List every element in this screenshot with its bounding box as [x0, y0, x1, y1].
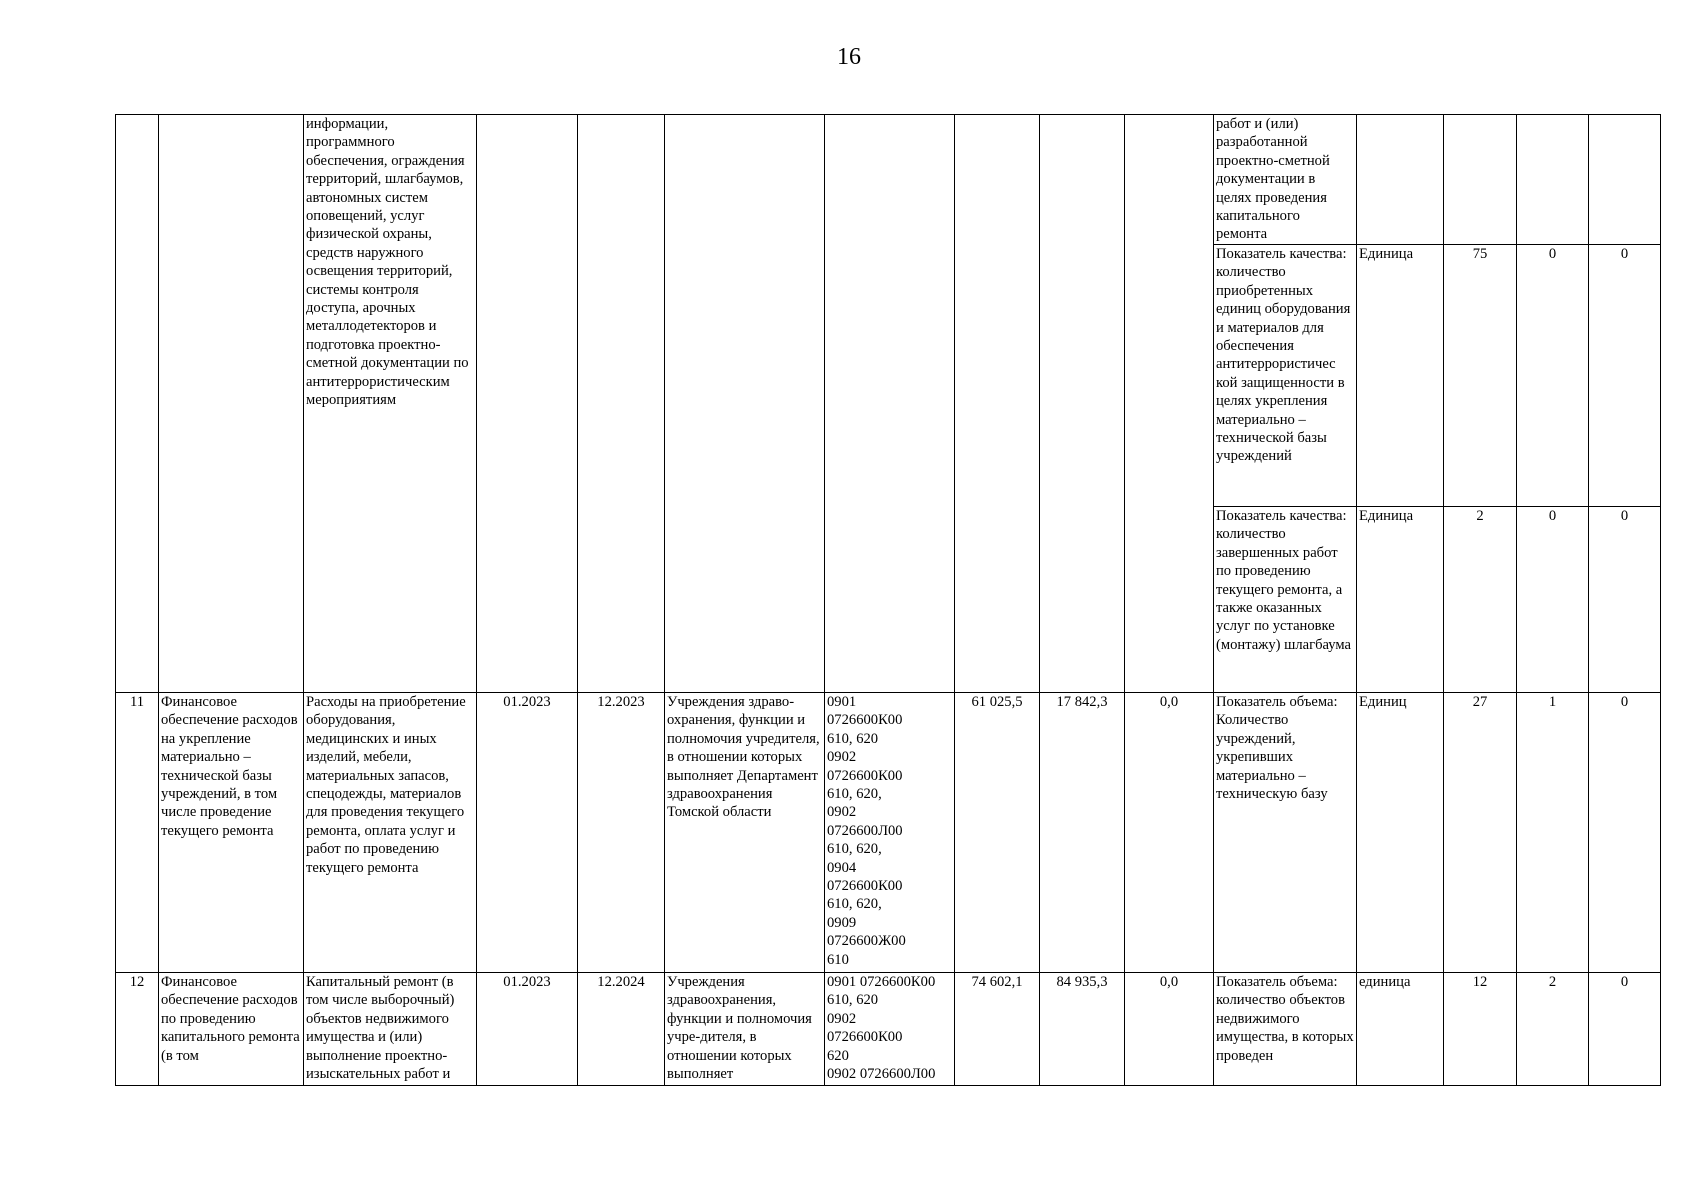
- cell-empty: [159, 115, 304, 693]
- budget-code: 0904: [827, 859, 857, 876]
- row-number: 12: [116, 973, 159, 1086]
- cell-empty: [825, 115, 955, 693]
- page-number: 16: [837, 44, 861, 70]
- budget-code: 0902 0726600Л00: [827, 1066, 936, 1083]
- amount-cell: 0,0: [1125, 973, 1214, 1086]
- executor-cell: Учреждения здраво-охранения, функции и полномочия учредителя, в отношении которых выполняет Департамент здравоохранения Томской области: [665, 693, 825, 973]
- cell-empty: [116, 115, 159, 693]
- value-cell: 0: [1589, 245, 1661, 507]
- budget-code: 620: [827, 1047, 849, 1064]
- budget-code: 610, 620,: [827, 786, 882, 803]
- value-cell: 75: [1444, 245, 1517, 507]
- amount-cell: 74 602,1: [955, 973, 1040, 1086]
- amount-cell: 84 935,3: [1040, 973, 1125, 1086]
- value-cell: 0: [1517, 245, 1589, 507]
- cell-empty: [578, 115, 665, 693]
- event-cell: Капитальный ремонт (в том числе выборочный) объектов недвижимого имущества и (или) выполнение проектно-изыскательных работ и: [304, 973, 477, 1086]
- value-cell: [1589, 115, 1661, 245]
- cell-empty: [665, 115, 825, 693]
- indicator-cell: Показатель объема: Количество учреждений, укрепивших материально – техническую базу: [1214, 693, 1357, 973]
- budget-code: 610, 620: [827, 730, 879, 747]
- value-cell: [1517, 115, 1589, 245]
- unit-cell: Единиц: [1357, 693, 1444, 973]
- budget-code: 0909: [827, 914, 857, 931]
- value-cell: 2: [1517, 973, 1589, 1086]
- executor-cell: Учреждения здравоохранения, функции и полномочия учре-дителя, в отношении которых выполняет: [665, 973, 825, 1086]
- value-cell: 27: [1444, 693, 1517, 973]
- unit-cell: единица: [1357, 973, 1444, 1086]
- budget-code: 610, 620,: [827, 896, 882, 913]
- budget-codes-cell: [825, 693, 955, 973]
- amount-cell: 17 842,3: [1040, 693, 1125, 973]
- indicator-cell: Показатель объема: количество объектов недвижимого имущества, в которых проведен: [1214, 973, 1357, 1086]
- budget-code: 0902: [827, 749, 857, 766]
- indicator-cell: Показатель качества: количество завершенных работ по проведению текущего ремонта, а также оказанных услуг по установке (монтажу) шлагбаума: [1214, 507, 1357, 693]
- amount-cell: 61 025,5: [955, 693, 1040, 973]
- budget-code: 610: [827, 951, 849, 968]
- value-cell: 0: [1589, 507, 1661, 693]
- table-row: [116, 693, 1661, 973]
- cell-empty: [1040, 115, 1125, 693]
- end-date: 12.2023: [578, 693, 665, 973]
- budget-code: 0726600Ж00: [827, 933, 906, 950]
- value-cell: 2: [1444, 507, 1517, 693]
- value-cell: 0: [1589, 693, 1661, 973]
- budget-code: 0726600К00: [827, 1029, 903, 1046]
- value-cell: 12: [1444, 973, 1517, 1086]
- value-cell: [1444, 115, 1517, 245]
- budget-code: 0726600Л00: [827, 822, 903, 839]
- continuation-event-cell: информации, программного обеспечения, ограждения территорий, шлагбаумов, автономных систем оповещений, услуг физической охраны, средств наружного освещения территорий, системы контроля доступа, арочных металлодетекторов и подготовка проектно-сметной документации по антитеррористическим мероприятиям: [304, 115, 477, 693]
- unit-cell: Единица: [1357, 507, 1444, 693]
- budget-code: 610, 620: [827, 992, 879, 1009]
- budget-code: 0902: [827, 804, 857, 821]
- indicator-cell: Показатель качества: количество приобретенных единиц оборудования и материалов для обеспечения антитеррористичес кой защищенности в целях укрепления материально – технической базы учреждений: [1214, 245, 1357, 507]
- indicator-cell: работ и (или) разработанной проектно-сметной документации в целях проведения капитального ремонта: [1214, 115, 1357, 245]
- budget-code: 610, 620,: [827, 841, 882, 858]
- start-date: 01.2023: [477, 973, 578, 1086]
- amount-cell: 0,0: [1125, 693, 1214, 973]
- budget-code: 0726600К00: [827, 767, 903, 784]
- table-row: [116, 973, 1661, 1086]
- budget-code: 0726600К00: [827, 878, 903, 895]
- event-cell: Расходы на приобретение оборудования, медицинских и иных изделий, мебели, материальных запасов, спецодежды, материалов для проведения текущего ремонта, оплата услуг и работ по проведению текущего ремонта: [304, 693, 477, 973]
- start-date: 01.2023: [477, 693, 578, 973]
- continuation-row-1: [116, 115, 1661, 245]
- task-cell: Финансовое обеспечение расходов на укрепление материально – технической базы учреждений, в том числе проведение текущего ремонта: [159, 693, 304, 973]
- task-cell: Финансовое обеспечение расходов по проведению капитального ремонта (в том: [159, 973, 304, 1086]
- value-cell: 0: [1589, 973, 1661, 1086]
- cell-empty: [1125, 115, 1214, 693]
- cell-empty: [477, 115, 578, 693]
- measures-table: [115, 114, 1661, 1086]
- budget-code: 0901 0726600К00: [827, 974, 936, 990]
- end-date: 12.2024: [578, 973, 665, 1086]
- budget-code: 0901: [827, 694, 857, 710]
- unit-cell: Единица: [1357, 245, 1444, 507]
- budget-code: 0902: [827, 1010, 857, 1027]
- value-cell: 0: [1517, 507, 1589, 693]
- row-number: 11: [116, 693, 159, 973]
- value-cell: 1: [1517, 693, 1589, 973]
- cell-empty: [955, 115, 1040, 693]
- unit-cell: [1357, 115, 1444, 245]
- budget-codes-cell: [825, 973, 955, 1086]
- budget-code: 0726600К00: [827, 712, 903, 729]
